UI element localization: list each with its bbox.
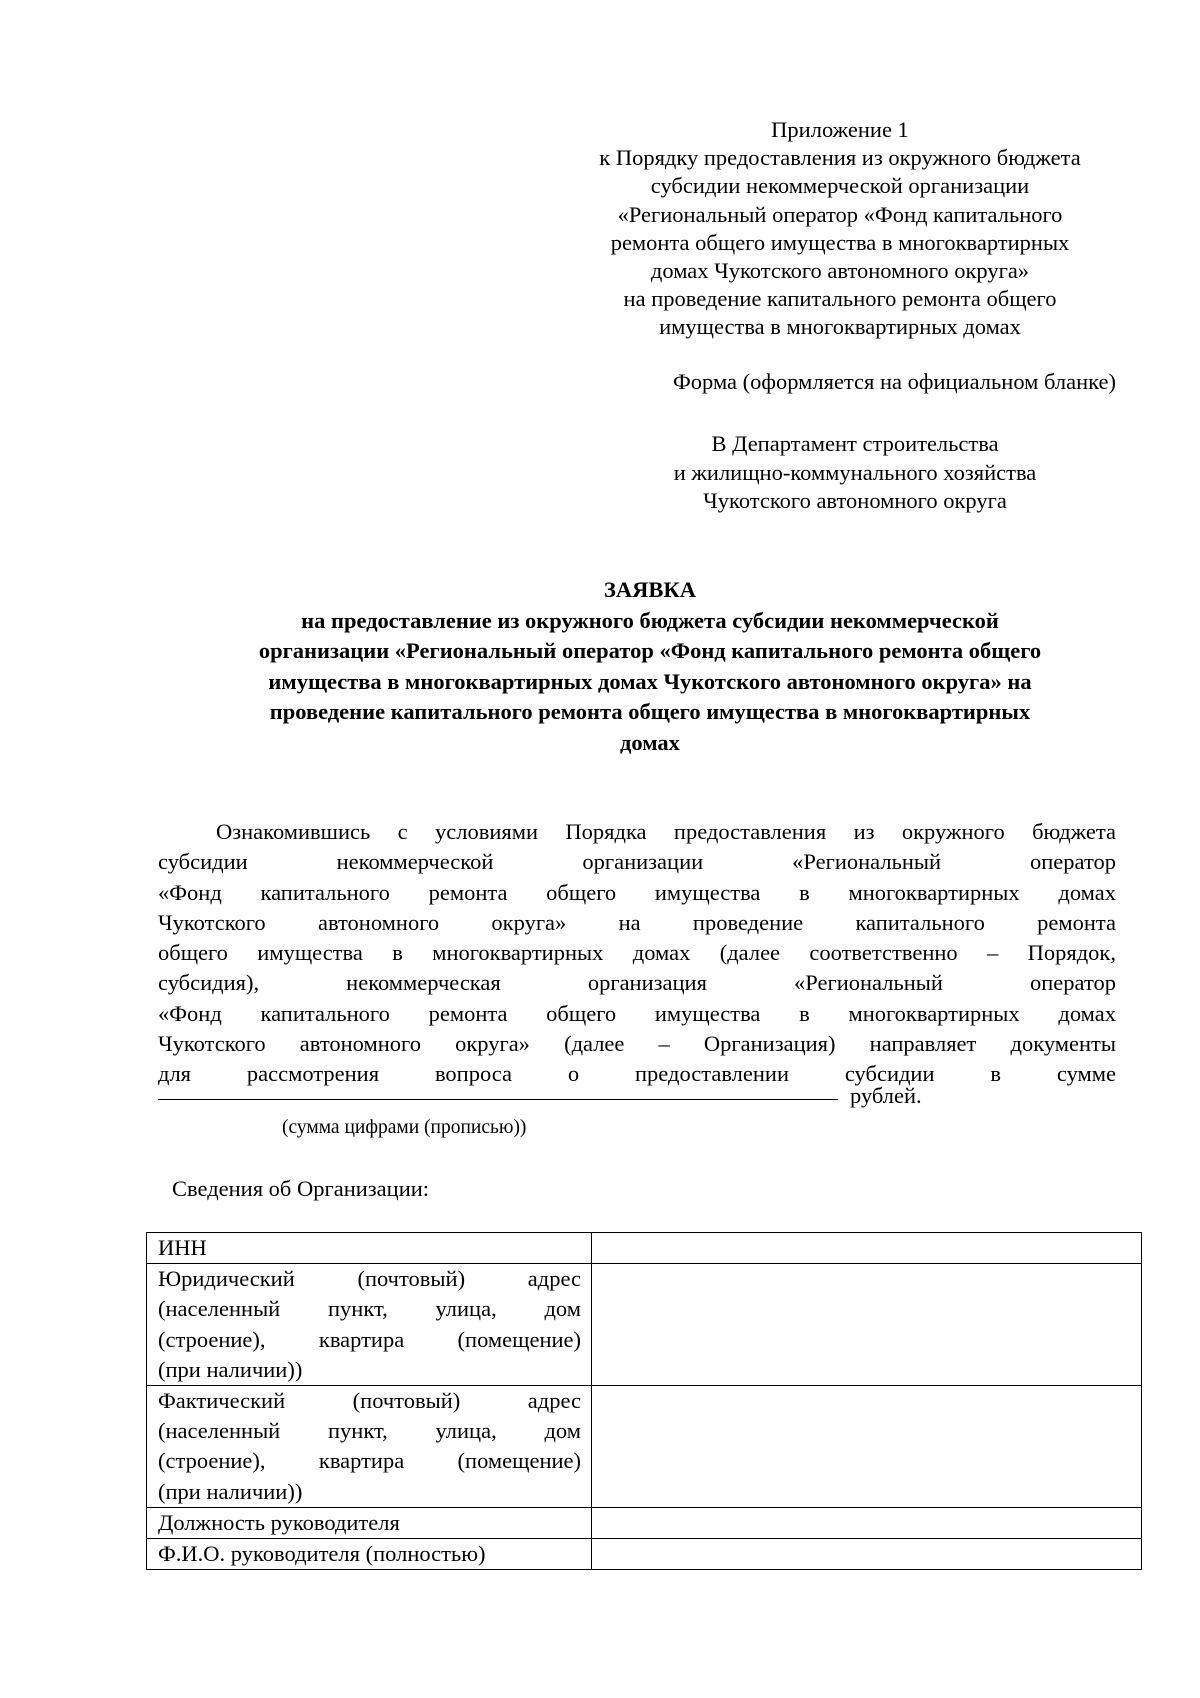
row-value (592, 1539, 1142, 1570)
table-row (147, 1233, 1142, 1264)
recipient-block (620, 430, 1090, 516)
intro-line: субсидия), некоммерческая организация «Региональный оператор (158, 970, 1116, 996)
label-line: Ф.И.О. руководителя (полностью) (158, 1541, 486, 1567)
recipient-line: Чукотского автономного округа (703, 488, 1007, 513)
form-note: Форма (оформляется на официальном бланке) (673, 369, 1116, 394)
label-line: Юридический (почтовый) адрес (158, 1266, 581, 1292)
sum-currency: рублей. (850, 1083, 922, 1108)
appendix-line: «Региональный оператор «Фонд капитального (617, 201, 1063, 227)
recipient-line: и жилищно-коммунального хозяйства (673, 459, 1037, 485)
title-line: проведение капитального ремонта общего имущества в многоквартирных (269, 699, 1031, 724)
sum-blank-line (158, 1099, 838, 1100)
label-line: Фактический (почтовый) адрес (158, 1388, 581, 1414)
org-info-table (146, 1232, 1142, 1570)
appendix-line: домах Чукотского автономного округа» (650, 258, 1030, 284)
label-line: ИНН (158, 1235, 207, 1260)
intro-line: Чукотского автономного округа» (далее – Организация) направляет документы (158, 1031, 1116, 1057)
table-row (147, 1264, 1142, 1386)
row-label (147, 1507, 592, 1538)
row-label (147, 1233, 592, 1264)
appendix-line: имущества в многоквартирных домах (659, 314, 1021, 340)
appendix-line: ремонта общего имущества в многоквартирных (610, 229, 1070, 255)
intro-line: общего имущества в многоквартирных домах (далее соответственно – Порядок, (158, 940, 1116, 966)
label-line: (строение), квартира (помещение) (158, 1326, 581, 1352)
appendix-line: Приложение 1 (771, 117, 909, 142)
title-line: имущества в многоквартирных домах Чукотского автономного округа» на (268, 668, 1032, 694)
intro-paragraph (158, 817, 1116, 1090)
title-heading: ЗАЯВКА (604, 577, 696, 602)
label-line: (строение), квартира (помещение) (158, 1448, 581, 1474)
intro-line: для рассмотрения вопроса о предоставлении субсидии в сумме (158, 1061, 1116, 1087)
intro-line: «Фонд капитального ремонта общего имущества в многоквартирных домах (158, 1000, 1116, 1026)
intro-line: субсидии некоммерческой организации «Региональный оператор (158, 849, 1116, 875)
title-line: домах (620, 729, 680, 755)
appendix-line: к Порядку предоставления из окружного бюджета (599, 145, 1081, 171)
intro-line: Чукотского автономного округа» на проведение капитального ремонта (158, 909, 1116, 935)
table-row (147, 1507, 1142, 1538)
org-info-heading: Сведения об Организации: (172, 1176, 430, 1201)
appendix-line: субсидии некоммерческой организации (650, 173, 1030, 199)
document-title (160, 575, 1140, 758)
label-line: (населенный пункт, улица, дом (158, 1296, 581, 1322)
row-value (592, 1507, 1142, 1538)
label-line: (при наличии)) (158, 1478, 303, 1504)
row-label (147, 1264, 592, 1386)
row-value (592, 1233, 1142, 1264)
appendix-line: на проведение капитального ремонта общего (623, 286, 1057, 312)
sum-caption: (сумма цифрами (прописью)) (282, 1117, 527, 1138)
appendix-header (570, 116, 1110, 342)
title-line: организации «Региональный оператор «Фонд капитального ремонта общего (258, 638, 1042, 663)
intro-line: Ознакомившись с условиями Порядка предоставления из окружного бюджета (216, 819, 1116, 844)
row-value (592, 1264, 1142, 1386)
table-row (147, 1386, 1142, 1508)
label-line: (населенный пункт, улица, дом (158, 1418, 581, 1444)
title-line: на предоставление из окружного бюджета субсидии некоммерческой (301, 607, 999, 633)
row-value (592, 1386, 1142, 1508)
label-line: (при наличии)) (158, 1356, 303, 1382)
table-row (147, 1539, 1142, 1570)
intro-line: «Фонд капитального ремонта общего имущества в многоквартирных домах (158, 879, 1116, 905)
recipient-line: В Департамент строительства (711, 431, 999, 456)
row-label (147, 1539, 592, 1570)
label-line: Должность руководителя (158, 1509, 400, 1535)
row-label (147, 1386, 592, 1508)
